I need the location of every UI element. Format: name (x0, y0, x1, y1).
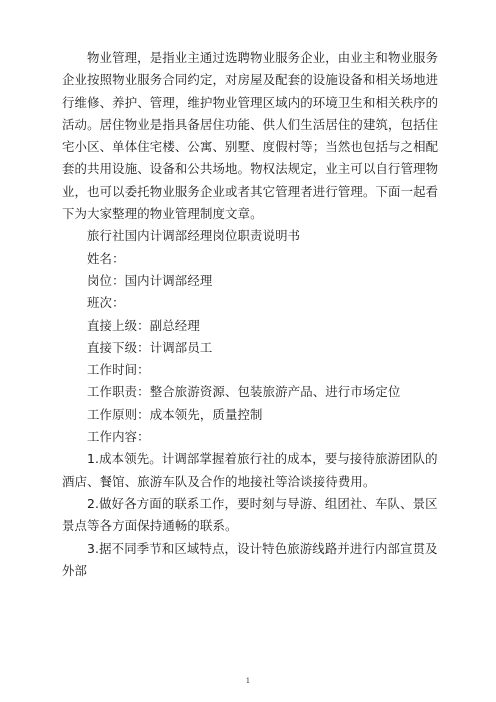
field-principles: 工作原则：成本领先，质量控制 (87, 406, 263, 422)
field-name: 姓名： (87, 250, 125, 266)
list-item-liaison: 2.做好各方面的联系工作，要时刻与导游、组团社、车队、景区景点等各方面保持通畅的联系。 (62, 495, 438, 534)
field-position: 岗位：国内计调部经理 (87, 272, 213, 288)
intro-paragraph: 物业管理，是指业主通过选聘物业服务企业，由业主和物业服务企业按照物业服务合同约定，对房屋及配套的设施设备和相关场地进行维修、养护、管理，维护物业管理区域内的环境卫生和相关秩序的活动。居住物业是指具备居住功能、供人们生活居住的建筑，包括住宅小区、单体住宅楼、公寓、别墅、度假村等；当然也包括与之相配套的共用设施、设备和公共场地。物权法规定，业主可以自行管理物业，也可以委托物业服务企业或者其它管理者进行管理。下面一起看下为大家整理的物业管理制度文章。 (62, 50, 439, 222)
document-title: 旅行社国内计调部经理岗位职责说明书 (87, 228, 301, 244)
field-shift: 班次： (87, 295, 125, 311)
list-item-route-design: 3.据不同季节和区域特点，设计特色旅游线路并进行内部宣贯及外部 (62, 540, 438, 578)
field-work-content: 工作内容： (87, 429, 150, 445)
field-duties: 工作职责：整合旅游资源、包装旅游产品、进行市场定位 (87, 384, 401, 400)
field-direct-subordinate: 直接下级：计调部员工 (87, 339, 213, 355)
page-number: 1 (245, 677, 251, 685)
field-working-hours: 工作时间： (87, 362, 150, 378)
list-item-cost-leadership: 1.成本领先。计调部掌握着旅行社的成本，要与接待旅游团队的酒店、餐馆、旅游车队及合作的地接社等洽谈接待费用。 (62, 451, 438, 489)
document-body (62, 47, 445, 582)
field-direct-superior: 直接上级：副总经理 (87, 317, 200, 333)
